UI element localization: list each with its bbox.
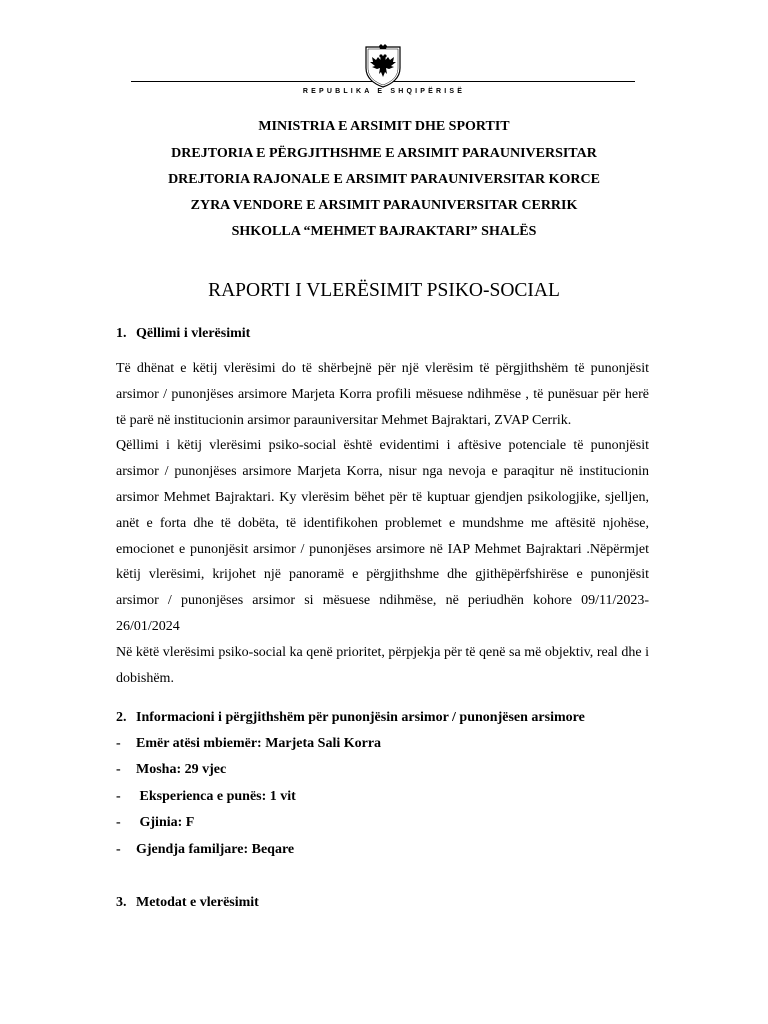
info-text: Gjendja familjare: Beqare [136, 842, 295, 857]
info-item-experience [116, 789, 296, 805]
paragraph: Qëllimi i këtij vlerësimi psiko-social është evidentimi i aftësive potenciale të punonjësit arsimor / punonjëses arsimore Marjeta Korra, nisur nga nevoja e paraqitur në institucionin arsimor Mehmet Bajraktari. Ky vlerësim bëhet për të kuptuar gjendjen psikologjike, sjelljen, anët e forta dhe të dobëta, të identifikohen problemet e mundshme me aftësitë njohëse, emocionet e punonjësit arsimor / punonjëses arsimore në IAP Mehmet Bajraktari .Nëpërmjet këtij vlerësimi, krijohet një panoramë e përgjithshme dhe gjithëpërfshirëse e punonjësit arsimor / punonjëses arsimor si mësuese ndihmëse, në periudhën kohore 09/11/2023-26/01/2024 [116, 438, 649, 634]
section-1-body [116, 356, 649, 691]
list-dash: - [116, 762, 121, 777]
section-3-heading [116, 895, 259, 911]
report-title: RAPORTI I VLERËSIMIT PSIKO-SOCIAL [208, 280, 560, 301]
info-text: Emër atësi mbiemër: Marjeta Sali Korra [136, 736, 382, 751]
info-item-age [116, 762, 226, 778]
info-item-name [116, 736, 381, 752]
paragraph: Në këtë vlerësimi psiko-social ka qenë prioritet, përpjekja për të qenë sa më objektiv, real dhe i dobishëm. [116, 644, 649, 686]
local-office-line: ZYRA VENDORE E ARSIMIT PARAUNIVERSITAR CERRIK [190, 198, 578, 213]
section-2-title: Informacioni i përgjithshëm për punonjësin arsimor / punonjësen arsimore [136, 710, 585, 725]
ministry-line: MINISTRIA E ARSIMIT DHE SPORTIT [258, 119, 510, 134]
school-line: SHKOLLA “MEHMET BAJRAKTARI” SHALËS [231, 224, 537, 239]
section-1-number: 1. [116, 326, 127, 341]
list-dash: - [116, 789, 121, 804]
general-directorate-line: DREJTORIA E PËRGJITHSHME E ARSIMIT PARAUNIVERSITAR [171, 146, 597, 161]
section-1-heading [116, 326, 250, 342]
list-dash: - [116, 815, 121, 830]
info-text: Mosha: 29 vjec [136, 762, 227, 777]
list-dash: - [116, 842, 121, 857]
republic-caption: REPUBLIKA E SHQIPËRISË [302, 88, 466, 95]
section-3-title: Metodat e vlerësimit [136, 895, 259, 910]
info-text: Gjinia: F [136, 815, 195, 830]
info-item-gender [116, 815, 194, 831]
regional-directorate-line: DREJTORIA RAJONALE E ARSIMIT PARAUNIVERSITAR KORCE [168, 172, 600, 187]
paragraph: Të dhënat e këtij vlerësimi do të shërbejnë për një vlerësim të përgjithshëm të punonjësit arsimor / punonjëses arsimore Marjeta Korra profili mësuese ndihmëse , të punësuar për herë të parë në institucionin arsimor parauniversitar Mehmet Bajraktari, ZVAP Cerrik. [116, 361, 649, 428]
section-2-heading [116, 710, 585, 726]
section-2-number: 2. [116, 710, 127, 725]
section-1-title: Qëllimi i vlerësimit [136, 326, 251, 341]
albanian-emblem-icon [363, 44, 403, 88]
info-text: Eksperienca e punës: 1 vit [136, 789, 296, 804]
info-item-family [116, 842, 294, 858]
section-3-number: 3. [116, 895, 127, 910]
list-dash: - [116, 736, 121, 751]
